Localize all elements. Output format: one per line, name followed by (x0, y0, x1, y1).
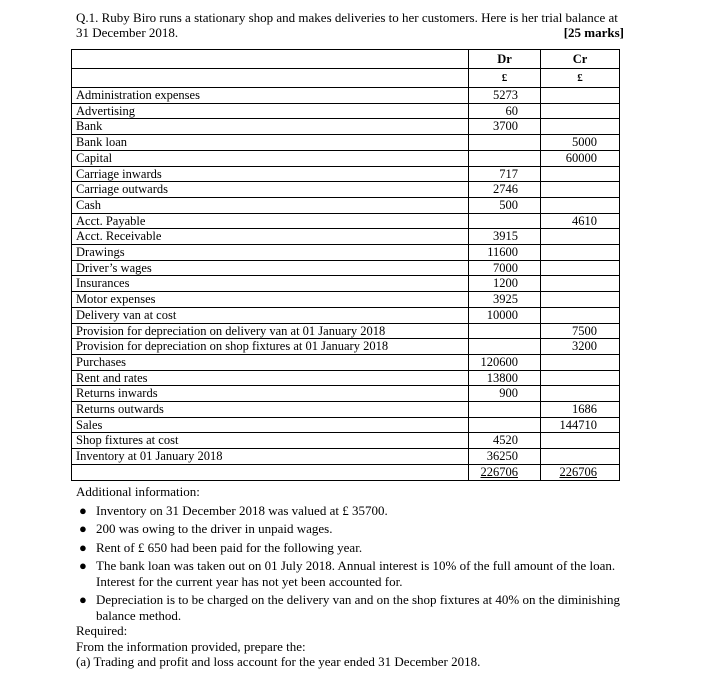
table-row (72, 88, 620, 104)
table-row (72, 197, 620, 213)
account-name: Returns inwards (72, 386, 469, 402)
account-name: Capital (72, 150, 469, 166)
bullet-icon: ● (79, 539, 87, 555)
cr-amount (541, 119, 620, 135)
dr-amount: 10000 (469, 307, 541, 323)
table-row (72, 449, 620, 465)
dr-amount: 11600 (469, 245, 541, 261)
info-bullet: ● Depreciation is to be charged on the delivery van and on the shop fixtures at 40% on the diminishing balance method. (79, 592, 620, 623)
bullet-icon: ● (79, 521, 87, 536)
total-label-cell (72, 464, 469, 480)
cr-amount (541, 386, 620, 402)
account-name: Provision for depreciation on shop fixtures at 01 January 2018 (72, 339, 469, 355)
table-row (72, 433, 620, 449)
cr-amount: 7500 (541, 323, 620, 339)
account-name: Drawings (72, 245, 469, 261)
cr-amount: 1686 (541, 402, 620, 418)
table-row (72, 402, 620, 418)
dr-amount: 900 (469, 386, 541, 402)
account-name: Acct. Receivable (72, 229, 469, 245)
question-block (76, 10, 624, 40)
table-row (72, 386, 620, 402)
part-a-text: (a) Trading and profit and loss account for the year ended 31 December 2018. (76, 654, 481, 669)
blank-header-cell (72, 50, 469, 69)
account-name: Cash (72, 197, 469, 213)
blank-currency-cell (72, 69, 469, 88)
cr-amount (541, 88, 620, 104)
table-row (72, 292, 620, 308)
cr-amount (541, 449, 620, 465)
table-row (72, 307, 620, 323)
cr-amount: 60000 (541, 150, 620, 166)
dr-amount: 36250 (469, 449, 541, 465)
dr-amount: 3925 (469, 292, 541, 308)
marks-label: [25 marks] (563, 25, 624, 40)
cr-header: Cr (541, 50, 620, 69)
cr-currency: £ (541, 69, 620, 88)
bullet-icon: ● (79, 502, 87, 518)
question-text: Q.1. Ruby Biro runs a stationary shop and makes deliveries to her customers. Here is her trial balance at 31 December 2018. (76, 10, 618, 40)
table-row (72, 182, 620, 198)
additional-information (76, 484, 636, 670)
cr-amount: 3200 (541, 339, 620, 355)
table-row (72, 370, 620, 386)
account-name: Bank loan (72, 135, 469, 151)
account-name: Motor expenses (72, 292, 469, 308)
info-bullet: ● Inventory on 31 December 2018 was valued at £ 35700. (79, 502, 388, 518)
account-name: Delivery van at cost (72, 307, 469, 323)
dr-amount (469, 339, 541, 355)
account-name: Sales (72, 417, 469, 433)
dr-amount (469, 323, 541, 339)
table-row (72, 166, 620, 182)
account-name: Administration expenses (72, 88, 469, 104)
table-row (72, 213, 620, 229)
dr-amount: 3700 (469, 119, 541, 135)
account-name: Acct. Payable (72, 213, 469, 229)
dr-amount: 4520 (469, 433, 541, 449)
account-name: Driver’s wages (72, 260, 469, 276)
cr-amount (541, 370, 620, 386)
account-name: Insurances (72, 276, 469, 292)
dr-amount (469, 402, 541, 418)
table-row (72, 119, 620, 135)
cr-amount (541, 276, 620, 292)
total-dr: 226706 (469, 464, 541, 480)
cr-amount (541, 103, 620, 119)
info-bullet: ● Rent of £ 650 had been paid for the following year. (79, 539, 363, 555)
account-name: Advertising (72, 103, 469, 119)
cr-amount (541, 245, 620, 261)
cr-amount (541, 229, 620, 245)
dr-amount (469, 135, 541, 151)
info-heading: Additional information: (76, 484, 200, 499)
info-list (76, 503, 636, 624)
table-row (72, 354, 620, 370)
cr-amount: 4610 (541, 213, 620, 229)
header-row (72, 50, 620, 69)
table-row (72, 229, 620, 245)
table-row (72, 260, 620, 276)
account-name: Shop fixtures at cost (72, 433, 469, 449)
total-row (72, 464, 620, 480)
dr-amount: 2746 (469, 182, 541, 198)
table-row (72, 245, 620, 261)
dr-amount: 3915 (469, 229, 541, 245)
info-bullet: ● 200 was owing to the driver in unpaid wages. (79, 521, 333, 536)
cr-amount: 5000 (541, 135, 620, 151)
account-name: Bank (72, 119, 469, 135)
cr-amount: 144710 (541, 417, 620, 433)
account-name: Inventory at 01 January 2018 (72, 449, 469, 465)
table-row (72, 150, 620, 166)
dr-currency: £ (469, 69, 541, 88)
dr-amount: 500 (469, 197, 541, 213)
dr-amount: 5273 (469, 88, 541, 104)
table-row (72, 103, 620, 119)
cr-amount (541, 260, 620, 276)
cr-amount (541, 433, 620, 449)
cr-amount (541, 197, 620, 213)
dr-amount: 120600 (469, 354, 541, 370)
dr-amount (469, 150, 541, 166)
account-name: Provision for depreciation on delivery van at 01 January 2018 (72, 323, 469, 339)
dr-header: Dr (469, 50, 541, 69)
account-name: Purchases (72, 354, 469, 370)
bullet-icon: ● (79, 558, 87, 573)
table-row (72, 417, 620, 433)
bullet-icon: ● (79, 592, 87, 607)
dr-amount (469, 417, 541, 433)
dr-amount: 717 (469, 166, 541, 182)
cr-amount (541, 166, 620, 182)
cr-amount (541, 307, 620, 323)
table-row (72, 339, 620, 355)
account-name: Carriage inwards (72, 166, 469, 182)
account-name: Carriage outwards (72, 182, 469, 198)
dr-amount: 1200 (469, 276, 541, 292)
table-row (72, 276, 620, 292)
trial-balance-table (71, 49, 620, 481)
dr-amount: 7000 (469, 260, 541, 276)
table-row (72, 135, 620, 151)
cr-amount (541, 182, 620, 198)
cr-amount (541, 354, 620, 370)
dr-amount: 60 (469, 103, 541, 119)
total-cr: 226706 (541, 464, 620, 480)
table-row (72, 323, 620, 339)
account-name: Returns outwards (72, 402, 469, 418)
dr-amount: 13800 (469, 370, 541, 386)
currency-row (72, 69, 620, 88)
cr-amount (541, 292, 620, 308)
account-name: Rent and rates (72, 370, 469, 386)
prepare-text: From the information provided, prepare the: (76, 638, 306, 654)
dr-amount (469, 213, 541, 229)
required-label: Required: (76, 623, 128, 638)
info-bullet: ● The bank loan was taken out on 01 July 2018. Annual interest is 10% of the full amount of the loan. Interest for the current year has not yet been accounted for. (79, 558, 616, 589)
